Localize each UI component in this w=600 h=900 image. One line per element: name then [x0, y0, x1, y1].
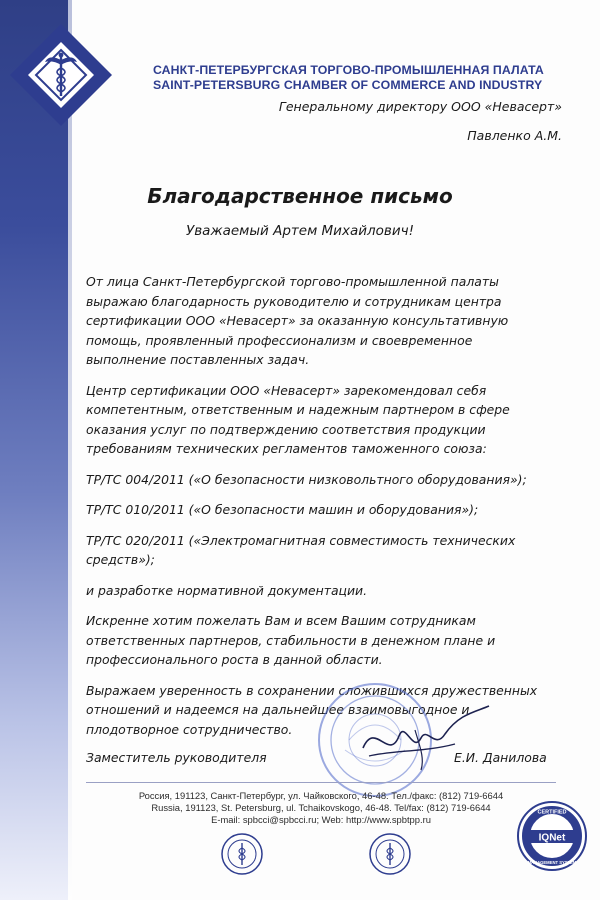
footer-address-ru: Россия, 191123, Санкт-Петербург, ул. Чайковского, 46-48. Тел./факс: (812) 719-6644: [138, 790, 504, 801]
addressee-name: Павленко А.М.: [467, 128, 562, 143]
paragraph-documentation: и разработке нормативной документации.: [86, 582, 368, 598]
letter-body: [86, 272, 556, 750]
signatory-name: Е.И. Данилова: [454, 750, 547, 765]
paragraph-closing: Выражаем уверенность в сохранении сложившихся дружественных отношений и надеемся на дальнейшее взаимовыгодное и плодотворное сотрудничество.: [86, 682, 538, 737]
paragraph-partner: Центр сертификации ООО «Невасерт» зарекомендовал себя компетентным, ответственным и надежным партнером в сфере оказания услуг по подтверждению соответствия продукции требованиям технических регламентов таможенного союза:: [86, 382, 510, 456]
salutation: Уважаемый Артем Михайлович!: [185, 223, 415, 239]
iqnet-brand: IQNet: [538, 832, 566, 844]
letter-title: Благодарственное письмо: [147, 184, 453, 208]
footer-email-web: E-mail: spbcci@spbcci.ru; Web: http://www.spbtpp.ru: [211, 814, 431, 825]
paragraph-gratitude: От лица Санкт-Петербургской торгово-промышленной палаты выражаю благодарность руководителю и сотрудникам центра сертификации ООО «Невасерт» за оказанную консультативную помощь, проявленный профессионализм и своевременное выполнение поставленных задач.: [86, 274, 509, 367]
organization-name-en: SAINT-PETERSBURG CHAMBER OF COMMERCE AND INDUSTRY: [153, 78, 543, 92]
iqnet-label-top: CERTIFIED: [537, 809, 567, 816]
iqnet-certified-badge: [516, 800, 588, 872]
side-band-edge: [68, 0, 72, 900]
regulation-item: ТР/ТС 010/2011 («О безопасности машин и оборудования»);: [86, 502, 479, 517]
regulation-item: ТР/ТС 020/2011 («Электромагнитная совместимость технических средств»);: [86, 532, 516, 567]
quality-seal-icon: [368, 832, 412, 876]
footer-contacts: [86, 790, 556, 826]
footer-divider: [86, 782, 556, 783]
side-band: [0, 0, 68, 900]
addressee-position: Генеральному директору ООО «Невасерт»: [278, 99, 562, 114]
footer-address-en: Russia, 191123, St. Petersburg, ul. Tchaikovskogo, 46-48. Tel/fax: (812) 719-6644: [151, 802, 491, 813]
chamber-logo-icon: [6, 20, 116, 130]
organization-name: [153, 63, 544, 93]
organization-name-ru: САНКТ-ПЕТЕРБУРГСКАЯ ТОРГОВО-ПРОМЫШЛЕННАЯ ПАЛАТА: [153, 63, 544, 77]
regulation-item: ТР/ТС 004/2011 («О безопасности низковольтного оборудования»);: [86, 471, 527, 487]
paragraph-wishes: Искренне хотим пожелать Вам и всем Вашим сотрудникам ответственных партнеров, стабильности в денежном плане и профессионального роста в данной области.: [86, 613, 496, 667]
iqnet-label-bottom: MANAGEMENT SYSTEM: [527, 860, 577, 865]
signature-icon: [355, 700, 495, 780]
signatory-role: Заместитель руководителя: [86, 750, 267, 765]
quality-seal-icon: [220, 832, 264, 876]
